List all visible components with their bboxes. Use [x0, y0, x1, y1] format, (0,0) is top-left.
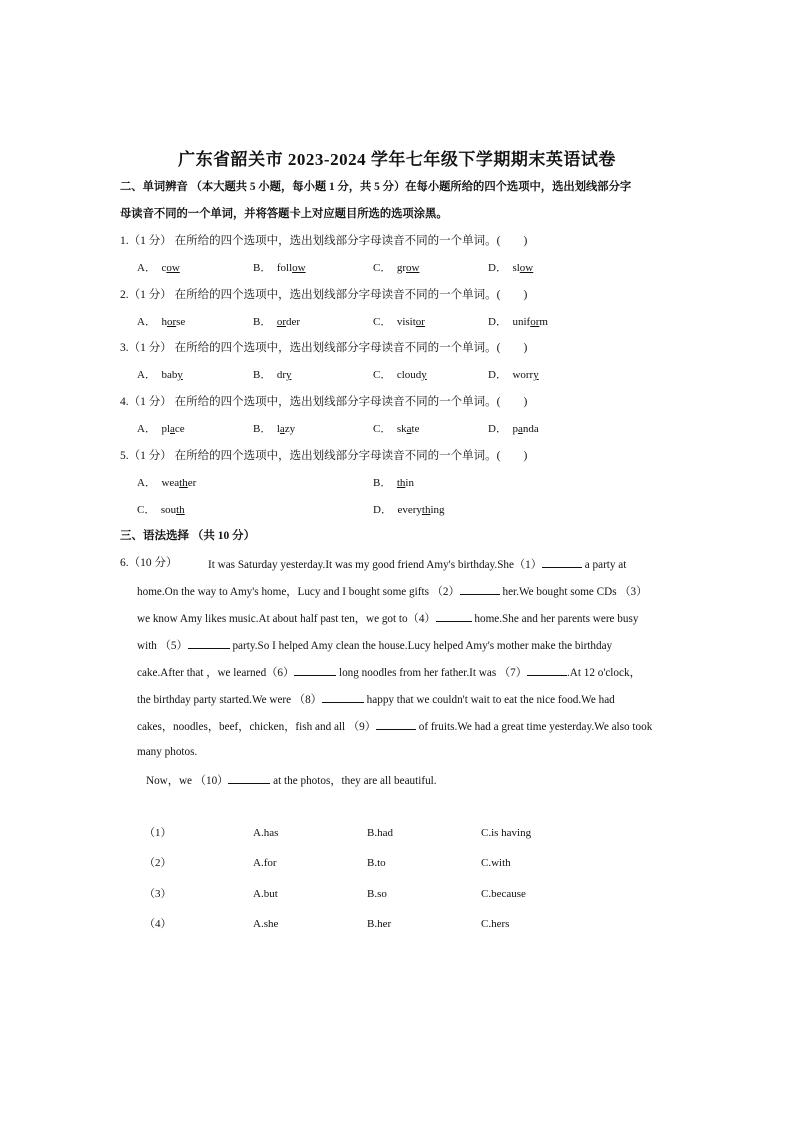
passage-line-4 [137, 637, 675, 653]
choice-b[interactable]: B.had [367, 827, 393, 839]
option-text: l [276, 423, 280, 435]
passage-line-2 [137, 583, 675, 599]
blank-9[interactable] [376, 718, 416, 730]
option-letter: D． [488, 262, 507, 274]
blank-1[interactable] [542, 556, 582, 568]
option-text: nda [522, 423, 539, 435]
question-6-number: 6.（10 分） [120, 557, 178, 569]
passage-line-3 [137, 610, 675, 626]
choice-c[interactable]: C.is having [481, 827, 532, 839]
q1-option-d[interactable] [488, 261, 533, 275]
passage-line-6 [137, 691, 675, 707]
passage-line-5 [137, 664, 675, 680]
option-letter: A． [137, 477, 156, 489]
q2-option-a[interactable] [137, 315, 185, 329]
blank-5[interactable] [188, 637, 230, 649]
underlined-letters: a [279, 423, 285, 435]
choice-c[interactable]: C.because [481, 888, 526, 900]
q1-option-c[interactable] [373, 261, 419, 275]
option-text: se [176, 316, 186, 328]
section2-heading-line1: 二、单词辨音 （本大题共 5 小题，每小题 1 分，共 5 分）在每小题所给的四个选项中，选出划线部分字 [120, 181, 632, 193]
underlined-letters: ow [292, 262, 306, 274]
underlined-letters: or [415, 316, 425, 328]
underlined-letters: or [530, 316, 540, 328]
option-text: worr [512, 369, 534, 381]
choice-a[interactable]: A.but [253, 888, 278, 900]
q3-option-c[interactable] [373, 368, 427, 382]
option-text: m [539, 316, 548, 328]
passage-text: Now，we （10） [146, 775, 229, 787]
question-1-stem: 1.（1 分） 在所给的四个选项中，选出划线部分字母读音不同的一个单词。( ) [120, 235, 528, 247]
option-letter: C． [373, 262, 392, 274]
question-2-stem: 2.（1 分） 在所给的四个选项中，选出划线部分字母读音不同的一个单词。( ) [120, 289, 528, 301]
q1-option-a[interactable] [137, 261, 180, 275]
choice-row-num: （4） [144, 918, 172, 930]
underlined-letters: y [533, 369, 539, 381]
blank-7[interactable] [527, 664, 567, 676]
passage-line-9 [146, 772, 684, 788]
option-letter: C． [137, 504, 156, 516]
blank-2[interactable] [460, 583, 500, 595]
option-text: foll [276, 262, 293, 274]
option-text: c [161, 262, 167, 274]
option-letter: A． [137, 262, 156, 274]
section2-heading-line2: 母读音不同的一个单词，并将答题卡上对应题目所选的选项涂黑。 [120, 208, 448, 220]
option-letter: B． [253, 369, 272, 381]
passage-text: her.We bought some CDs （3） [499, 586, 648, 598]
option-text: te [411, 423, 420, 435]
blank-4[interactable] [436, 610, 472, 622]
option-letter: B． [253, 423, 272, 435]
passage-text: cakes，noodles，beef，chicken，fish and all （9） [137, 721, 376, 733]
page-title: 广东省韶关市 2023-2024 学年七年级下学期期末英语试卷 [178, 150, 616, 169]
passage-text: party.So I helped Amy clean the house.Lucy helped Amy's mother make the birthday [229, 640, 613, 652]
option-text: p [512, 423, 518, 435]
choice-c[interactable]: C.hers [481, 918, 510, 930]
q4-option-d[interactable] [488, 422, 539, 436]
option-letter: B． [253, 316, 272, 328]
option-letter: C． [373, 423, 392, 435]
passage-text: the birthday party started.We were （8） [137, 694, 322, 706]
underlined-letters: or [166, 316, 177, 328]
option-text: in [405, 477, 414, 489]
option-text: ing [430, 504, 445, 516]
question-3-stem: 3.（1 分） 在所给的四个选项中，选出划线部分字母读音不同的一个单词。( ) [120, 342, 528, 354]
passage-text: a party at [581, 559, 627, 571]
q4-option-c[interactable] [373, 422, 419, 436]
passage-text: cake.After that ，we learned（6） [137, 667, 295, 679]
passage-text: with （5） [137, 640, 188, 652]
option-text: sk [396, 423, 407, 435]
passage-text: It was Saturday yesterday.It was my good friend Amy's birthday.She（1） [208, 559, 542, 571]
blank-6[interactable] [294, 664, 336, 676]
option-letter: A． [137, 369, 156, 381]
underlined-letters: ow [166, 262, 180, 274]
choice-b[interactable]: B.to [367, 857, 386, 869]
underlined-letters: th [176, 504, 185, 516]
option-text: cloud [396, 369, 422, 381]
q5-option-b[interactable] [373, 476, 414, 490]
choice-row-num: （3） [144, 888, 172, 900]
choice-row-num: （2） [144, 857, 172, 869]
passage-text: home.She and her parents were busy [471, 613, 639, 625]
passage-text: long noodles from her father.It was （7） [336, 667, 527, 679]
option-letter: B． [253, 262, 272, 274]
underlined-letters: a [517, 423, 523, 435]
option-text: every [397, 504, 422, 516]
option-text: bab [161, 369, 178, 381]
passage-line-7 [137, 718, 675, 734]
option-text: unif [512, 316, 531, 328]
question-4-stem: 4.（1 分） 在所给的四个选项中，选出划线部分字母读音不同的一个单词。( ) [120, 396, 528, 408]
passage-text: many photos. [137, 746, 198, 758]
passage-text: happy that we couldn't wait to eat the nice food.We had [363, 694, 615, 706]
option-letter: A． [137, 423, 156, 435]
option-text: ce [174, 423, 185, 435]
option-letter: B． [373, 477, 392, 489]
question-5-stem: 5.（1 分） 在所给的四个选项中，选出划线部分字母读音不同的一个单词。( ) [120, 450, 528, 462]
q5-option-d[interactable] [373, 503, 445, 517]
underlined-letters: y [421, 369, 427, 381]
choice-a[interactable]: A.for [253, 857, 277, 869]
option-text: gr [396, 262, 407, 274]
underlined-letters: a [170, 423, 175, 435]
q4-option-b[interactable] [253, 422, 295, 436]
underlined-letters: th [421, 504, 431, 516]
choice-b[interactable]: B.so [367, 888, 387, 900]
underlined-letters: th [179, 477, 188, 489]
passage-line-8 [137, 745, 675, 759]
underlined-letters: a [406, 423, 412, 435]
option-text: dr [276, 369, 287, 381]
option-letter: D． [488, 423, 507, 435]
option-letter: A． [137, 316, 156, 328]
option-letter: D． [488, 316, 507, 328]
choice-a[interactable]: A.has [253, 827, 279, 839]
passage-text: of fruits.We had a great time yesterday.We also took [415, 721, 653, 733]
q3-option-a[interactable] [137, 368, 183, 382]
underlined-letters: ow [519, 262, 534, 274]
option-text: der [286, 316, 301, 328]
option-text: h [161, 316, 167, 328]
option-text: pl [161, 423, 171, 435]
q2-option-b[interactable] [253, 315, 300, 329]
option-letter: C． [373, 369, 392, 381]
q1-option-b[interactable] [253, 261, 306, 275]
blank-8[interactable] [322, 691, 364, 703]
option-text: wea [161, 477, 180, 489]
option-letter: D． [373, 504, 392, 516]
q3-option-d[interactable] [488, 368, 539, 382]
option-text: sl [512, 262, 520, 274]
q3-option-b[interactable] [253, 368, 292, 382]
underlined-letters: or [276, 316, 287, 328]
passage-text: .At 12 o'clock， [566, 667, 641, 679]
q5-option-c[interactable] [137, 503, 185, 517]
choice-a[interactable]: A.she [253, 918, 279, 930]
underlined-letters: ow [406, 262, 420, 274]
option-text: er [187, 477, 197, 489]
passage-text: we know Amy likes music.At about half past ten，we got to（4） [137, 613, 436, 625]
option-text: zy [284, 423, 296, 435]
choice-b[interactable]: B.her [367, 918, 392, 930]
q5-option-a[interactable] [137, 476, 196, 490]
passage-text: at the photos，they are all beautiful. [270, 775, 437, 787]
q2-option-d[interactable] [488, 315, 548, 329]
choice-row-num: （1） [144, 827, 172, 839]
option-letter: D． [488, 369, 507, 381]
passage-text: home.On the way to Amy's home，Lucy and I bought some gifts （2） [137, 586, 460, 598]
underlined-letters: y [286, 369, 292, 381]
underlined-letters: y [177, 369, 183, 381]
option-text: sou [160, 504, 177, 516]
option-letter: C． [373, 316, 392, 328]
q2-option-c[interactable] [373, 315, 425, 329]
choice-c[interactable]: C.with [481, 857, 511, 869]
underlined-letters: th [396, 477, 406, 489]
q4-option-a[interactable] [137, 422, 185, 436]
blank-10[interactable] [228, 772, 270, 784]
section3-heading: 三、语法选择 （共 10 分） [120, 530, 256, 542]
option-text: visit [396, 316, 416, 328]
passage-line-1 [208, 556, 674, 572]
